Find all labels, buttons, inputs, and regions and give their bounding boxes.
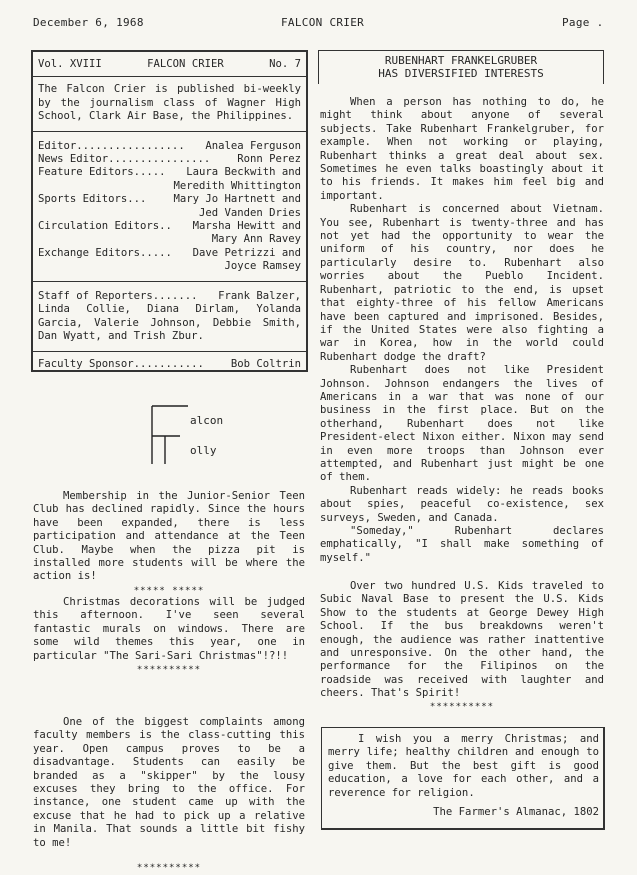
rubenhart-article xyxy=(320,96,604,565)
almanac-quote-box xyxy=(321,727,605,830)
staff-role: News Editor................ xyxy=(38,153,211,166)
article-paragraph: Rubenhart reads widely: he reads books about spies, peaceful co-existence, sex surveys, Sweden, and Canada. xyxy=(320,484,604,524)
staff-role: Circulation Editors.. xyxy=(38,220,172,233)
staff-row xyxy=(38,233,301,246)
separator: ********** xyxy=(136,665,202,676)
staff-list xyxy=(38,140,301,274)
staff-role: Exchange Editors..... xyxy=(38,246,172,259)
item-text: One of the biggest complaints among faculty members is the class-cutting this year. Open campus proves to be a disadvantage. Students can easily be branded as a "skipper" by the lousy excuses they bring to the office. For instance, one student came up with the excuse that he had to pick up a relative in Manila. That sounds a little bit fishy to me! xyxy=(33,716,305,849)
headline-line-1: RUBENHART FRANKELGRUBER xyxy=(384,54,538,67)
staff-role: Feature Editors..... xyxy=(38,166,166,179)
separator: ********** xyxy=(136,863,202,874)
sponsor-row xyxy=(38,358,301,371)
masthead-box xyxy=(31,50,308,372)
us-kids-item xyxy=(320,580,604,714)
divider xyxy=(33,131,306,132)
sponsor-label: Faculty Sponsor........... xyxy=(38,358,204,371)
separator: ***** ***** xyxy=(133,585,205,596)
article-paragraph: Rubenhart is concerned about Vietnam. You see, Rubenhart is twenty-three and has not yet had the opportunity to wear the uniform of his country, nor does he particularly desire to. Rubenhart also worries about the Pueblo Incident. Rubenhart, patriotic to the end, is upset that eighty-three of his fellow Americans have been captured and imprisoned. Besides, if the United States were also fighting a war in Korea, how in the world could Rubenhart dodge the draft? xyxy=(320,203,604,363)
staff-role: Editor................. xyxy=(38,139,185,152)
masthead-title-row xyxy=(38,58,301,71)
staff-name: Laura Beckwith and xyxy=(186,166,301,179)
item-text: Over two hundred U.S. Kids traveled to Subic Naval Base to present the U.S. Kids Show to the students at George Dewey High School. If the bus breakdowns weren't enough, the audience was rather inattentive and unresponsive. On the other hand, the performance for the Filipinos on the roadside was received with laughter and cheers. That's Spirit! xyxy=(320,580,604,700)
staff-row xyxy=(38,166,301,179)
staff-row xyxy=(38,140,301,153)
staff-name: Mary Ann Ravey xyxy=(211,233,301,246)
page-label: Page . xyxy=(562,16,604,29)
masthead-name: FALCON CRIER xyxy=(147,58,224,70)
staff-name: Marsha Hewitt and xyxy=(192,220,301,233)
logo-line-2: olly xyxy=(190,444,217,457)
reporters-names: Linda Collie, Diana Dirlam, Yolanda Garcia, Valerie Johnson, Debbie Smith, Dan Wyatt, and Trish Zbur. xyxy=(38,303,301,342)
falcon-folly-logo xyxy=(150,404,225,466)
issue-date: December 6, 1968 xyxy=(33,16,144,29)
staff-name: Dave Petrizzi and xyxy=(192,246,301,259)
headline-line-2: HAS DIVERSIFIED INTERESTS xyxy=(378,67,544,81)
staff-row xyxy=(38,220,301,233)
quote-source: The Farmer's Almanac, 1802 xyxy=(433,806,599,819)
masthead-intro: The Falcon Crier is published bi-weekly by the journalism class of Wagner High School, Clark Air Base, the Philippines. xyxy=(38,83,301,123)
staff-name: Jed Vanden Dries xyxy=(198,206,301,219)
divider xyxy=(33,76,306,77)
article-paragraph: "Someday," Rubenhart declares emphatically, "I shall make something of myself." xyxy=(320,525,604,564)
item-text: Christmas decorations will be judged this afternoon. I've seen several fantastic murals on windows. There are some wild themes this year, one in particular "The Sari-Sari Christmas"!?!! xyxy=(33,596,305,662)
staff-row xyxy=(38,153,301,166)
sponsor-name: Bob Coltrin xyxy=(230,358,301,371)
christmas-item xyxy=(33,596,305,677)
reporters-first: Frank Balzer, xyxy=(218,289,301,302)
staff-row xyxy=(38,180,301,193)
paper-title: FALCON CRIER xyxy=(281,16,365,29)
class-cutting-item xyxy=(33,716,305,875)
volume-number: Vol. XVIII xyxy=(38,58,102,70)
staff-row xyxy=(38,247,301,260)
reporters-label: Staff of Reporters....... xyxy=(38,289,198,302)
staff-role: Sports Editors... xyxy=(38,193,147,206)
quote-text: I wish you a merry Christmas; and merry life; healthy children and enough to give them. But the best gift is good education, a love for each other, and a reverence for religion. xyxy=(328,733,599,799)
article-paragraph: When a person has nothing to do, he might think about anyone of several subjects. Take Rubenhart Frankelgruber, for example. When not working or playing, Rubenhart thinks a great deal about sex. Sometimes he even talks boastingly about it to his friends. It makes him feel big and important. xyxy=(320,96,604,202)
staff-row xyxy=(38,193,301,206)
staff-name: Analea Ferguson xyxy=(205,139,301,152)
issue-number: No. 7 xyxy=(269,58,301,70)
staff-name: Ronn Perez xyxy=(237,153,301,166)
item-text: Membership in the Junior-Senior Teen Club has declined rapidly. Since the hours have been expanded, there is less participation and attendance at the Teen Club. Maybe when the pizza pit is installed more students will be where the action is! xyxy=(33,490,305,583)
divider xyxy=(33,351,306,352)
teen-club-item xyxy=(33,490,305,598)
divider xyxy=(33,281,306,282)
staff-row xyxy=(38,207,301,220)
separator: ********** xyxy=(429,701,495,712)
staff-name: Mary Jo Hartnett and xyxy=(173,193,301,206)
reporters-row xyxy=(38,290,301,303)
staff-name: Joyce Ramsey xyxy=(224,260,301,273)
article-headline xyxy=(320,54,602,81)
article-paragraph: Rubenhart does not like President Johnson. Johnson endangers the lives of Americans in a war that was none of our business in the first place. But on the otherhand, Rubenhart does not like President-elect Nixon either. Nixon may send in even more troops than Johnson ever attempted, and Rubenhart just might be one of them. xyxy=(320,364,604,484)
logo-line-1: alcon xyxy=(190,414,224,427)
staff-name: Meredith Whittington xyxy=(173,179,301,192)
staff-row xyxy=(38,260,301,273)
